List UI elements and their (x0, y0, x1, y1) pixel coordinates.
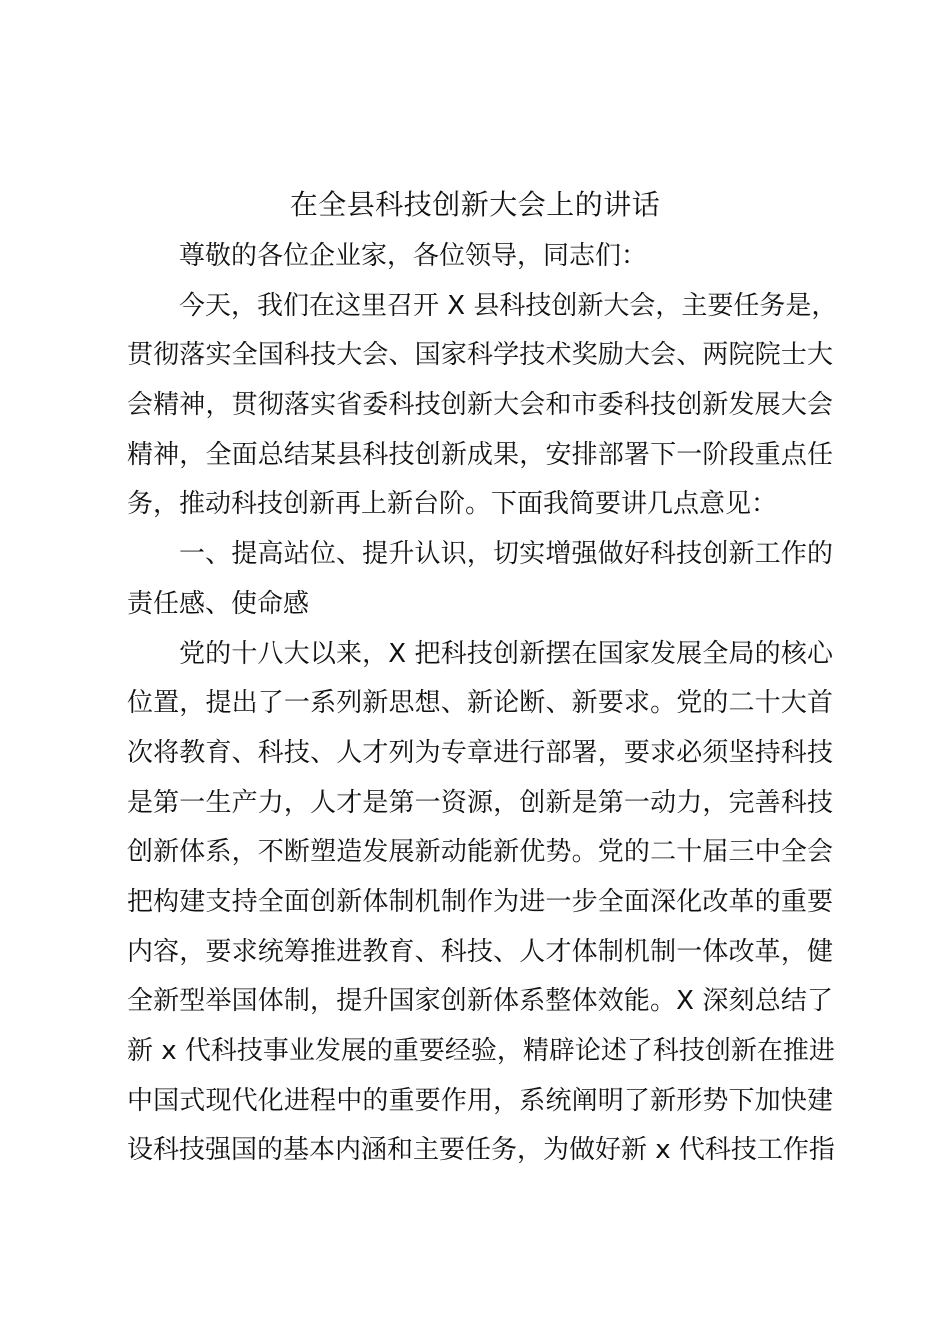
document-title: 在全县科技创新大会上的讲话 (289, 188, 661, 221)
paragraph-line: 次将教育、科技、人才列为专章进行部署，要求必须坚持科技 (127, 737, 833, 768)
document-body (127, 232, 838, 1176)
paragraph-line: 位置，提出了一系列新思想、新论断、新要求。党的二十大首 (127, 688, 833, 719)
paragraph-line: 党的十八大以来，X 把科技创新摆在国家发展全局的核心 (179, 638, 833, 669)
salutation-line: 尊敬的各位企业家，各位领导，同志们： (179, 241, 648, 271)
section-heading-line: 一、提高站位、提升认识，切实增强做好科技创新工作的 (179, 539, 833, 570)
paragraph-line: 贯彻落实全国科技大会、国家科学技术奖励大会、两院院士大 (127, 340, 833, 371)
section-heading-line: 责任感、使命感 (127, 588, 310, 619)
paragraph-line: 精神，全面总结某县科技创新成果，安排部署下一阶段重点任 (127, 439, 833, 470)
paragraph-line: 今天，我们在这里召开 X 县科技创新大会，主要任务是， (179, 290, 838, 321)
paragraph-line: 设科技强国的基本内涵和主要任务，为做好新 x 代科技工作指 (127, 1135, 835, 1166)
paragraph-line: 中国式现代化进程中的重要作用，系统阐明了新形势下加快建 (127, 1085, 833, 1116)
paragraph-line: 创新体系，不断塑造发展新动能新优势。党的二十届三中全会 (127, 837, 833, 868)
paragraph-line: 务，推动科技创新再上新台阶。下面我简要讲几点意见： (127, 489, 778, 520)
paragraph-line: 全新型举国体制，提升国家创新体系整体效能。X 深刻总结了 (127, 986, 833, 1017)
paragraph-line: 内容，要求统筹推进教育、科技、人才体制机制一体改革，健 (127, 936, 833, 967)
paragraph-line: 把构建支持全面创新体制机制作为进一步全面深化改革的重要 (127, 886, 833, 917)
paragraph-line: 新 x 代科技事业发展的重要经验，精辟论述了科技创新在推进 (127, 1036, 835, 1066)
paragraph-line: 会精神，贯彻落实省委科技创新大会和市委科技创新发展大会 (127, 390, 833, 421)
paragraph-line: 是第一生产力，人才是第一资源，创新是第一动力，完善科技 (127, 787, 833, 818)
